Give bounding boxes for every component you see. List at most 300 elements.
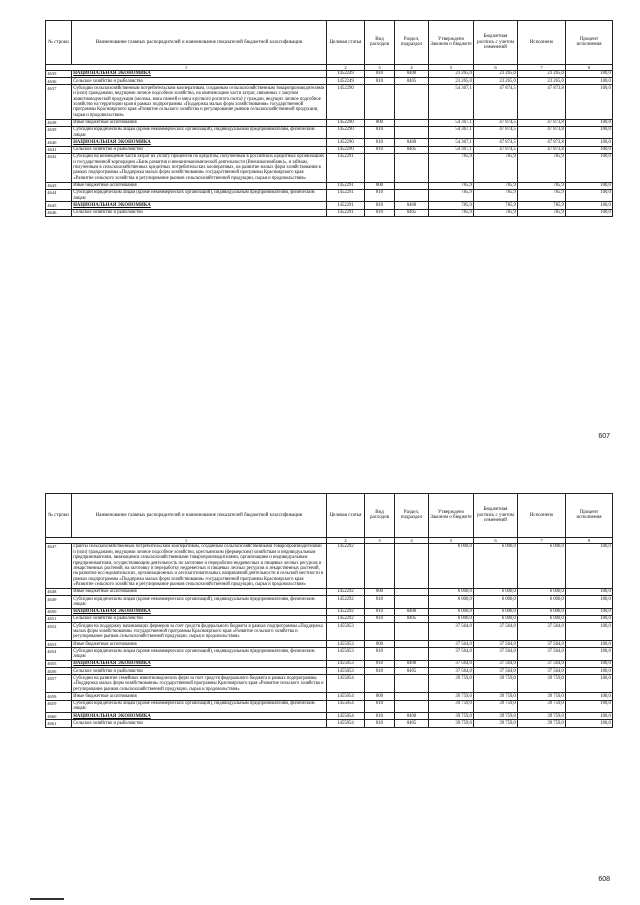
budget-list-cell: 47 874,5 bbox=[474, 139, 518, 146]
section-cell: 0400 bbox=[395, 139, 429, 146]
executed-cell: 39 759,0 bbox=[518, 700, 566, 713]
percent-cell: 100,0 bbox=[566, 616, 613, 623]
executed-cell: 39 759,0 bbox=[518, 720, 566, 727]
table-row bbox=[46, 182, 613, 189]
target-article-cell: 1452292 bbox=[327, 616, 365, 623]
expense-type-cell: 800 bbox=[365, 119, 395, 126]
approved-cell: 54 367,1 bbox=[429, 119, 474, 126]
expense-type-cell: 810 bbox=[365, 648, 395, 661]
section-cell: 0400 bbox=[395, 661, 429, 668]
approved-cell: 6 000,0 bbox=[429, 596, 474, 609]
column-number: 7 bbox=[518, 537, 566, 543]
row-number-cell: 4657 bbox=[46, 675, 72, 693]
budget-list-cell: 37 564,0 bbox=[474, 661, 518, 668]
approved-cell: 39 759,0 bbox=[429, 700, 474, 713]
target-article-cell: 1455053 bbox=[327, 668, 365, 675]
table-row bbox=[46, 209, 613, 216]
executed-cell: 47 873,8 bbox=[518, 119, 566, 126]
row-name-cell: Гранты сельскохозяйственным потребительским кооперативам, созданным сельскохозяйственными товаропроизводителями и (или) гражданами, ведущими личное подсобное хозяйство, крестьянским (фермерским) хозяйствам и индивидуальным предпринимателям, являющимся сельскохозяйственными товаропроизводителями, организациям и индивидуальным предпринимателям, осуществляющим деятельность по заготовке и переработке недревесных и пищевых лесных ресурсов и лекарственных растений, на заготовку и переработку недревесных и пищевых лесных ресурсов и лекарственных растений, на развитие исследовательских, организационных и лесозаготовительных направлений деятельности в сельской местности в рамках подпрограммы «Поддержка малых форм хозяйствования» государственной программы Красноярского края «Развитие сельского хозяйства и регулирование рынков сельскохозяйственной продукции, сырья и продовольствия» bbox=[72, 544, 327, 589]
row-number-cell: 4659 bbox=[46, 700, 72, 713]
target-article-cell: 1452292 bbox=[327, 596, 365, 609]
table-row bbox=[46, 608, 613, 615]
row-name-cell: Субсидии на поддержку начинающих фермеров за счет средств федерального бюджета в рамках подпрограммы «Поддержка малых форм хозяйствования» государственной программы Красноярского края «Развитие сельского хозяйства и регулирование рынков сельскохозяйственной продукции, сырья и продовольствия» bbox=[72, 623, 327, 641]
row-number-cell: 4643 bbox=[46, 182, 72, 189]
target-article-cell: 1452291 bbox=[327, 153, 365, 182]
budget-list-cell: 785,9 bbox=[474, 202, 518, 209]
row-number-cell: 4647 bbox=[46, 544, 72, 589]
row-number-cell: 4661 bbox=[46, 720, 72, 727]
header-name: Наименование главных распорядителей и наименование показателей бюджетной классификации bbox=[72, 21, 327, 65]
percent-cell: 100,0 bbox=[566, 661, 613, 668]
row-number-cell: 4655 bbox=[46, 661, 72, 668]
budget-list-cell: 23 265,0 bbox=[474, 71, 518, 78]
percent-cell: 100,0 bbox=[566, 71, 613, 78]
section-cell: 0405 bbox=[395, 616, 429, 623]
percent-cell: 100,0 bbox=[566, 700, 613, 713]
executed-cell: 23 265,0 bbox=[518, 78, 566, 85]
budget-list-cell: 47 874,5 bbox=[474, 146, 518, 153]
executed-cell: 23 265,0 bbox=[518, 71, 566, 78]
header-target-article: Целевая статья bbox=[327, 21, 365, 65]
row-name-cell: НАЦИОНАЛЬНАЯ ЭКОНОМИКА bbox=[72, 713, 327, 720]
budget-list-cell: 39 759,0 bbox=[474, 693, 518, 700]
percent-cell: 100,0 bbox=[566, 119, 613, 126]
approved-cell: 37 564,0 bbox=[429, 648, 474, 661]
target-article-cell: 1452249 bbox=[327, 71, 365, 78]
expense-type-cell: 810 bbox=[365, 713, 395, 720]
table-row bbox=[46, 202, 613, 209]
row-name-cell: НАЦИОНАЛЬНАЯ ЭКОНОМИКА bbox=[72, 202, 327, 209]
percent-cell: 100,0 bbox=[566, 596, 613, 609]
percent-cell: 100,0 bbox=[566, 720, 613, 727]
budget-list-cell: 39 759,0 bbox=[474, 713, 518, 720]
budget-list-cell: 39 759,0 bbox=[474, 700, 518, 713]
row-name-cell: Субсидии юридическим лицам (кроме некоммерческих организаций), индивидуальным предпринимателям, физическим лицам bbox=[72, 700, 327, 713]
percent-cell: 100,0 bbox=[566, 209, 613, 216]
section-cell bbox=[395, 693, 429, 700]
percent-cell: 100,0 bbox=[566, 202, 613, 209]
target-article-cell: 1455054 bbox=[327, 720, 365, 727]
target-article-cell: 1455053 bbox=[327, 641, 365, 648]
table-row bbox=[46, 641, 613, 648]
target-article-cell: 1452290 bbox=[327, 146, 365, 153]
approved-cell: 54 367,1 bbox=[429, 85, 474, 119]
expense-type-cell: 810 bbox=[365, 78, 395, 85]
header-name: Наименование главных распорядителей и наименование показателей бюджетной классификации bbox=[72, 494, 327, 538]
target-article-cell: 1455053 bbox=[327, 661, 365, 668]
target-article-cell: 1452290 bbox=[327, 119, 365, 126]
target-article-cell: 1452291 bbox=[327, 189, 365, 202]
row-number-cell: 4648 bbox=[46, 589, 72, 596]
section-cell: 0400 bbox=[395, 71, 429, 78]
header-executed: Исполнено bbox=[518, 494, 566, 538]
budget-list-cell: 785,9 bbox=[474, 189, 518, 202]
table-row bbox=[46, 700, 613, 713]
expense-type-cell: 810 bbox=[365, 700, 395, 713]
section-cell: 0400 bbox=[395, 713, 429, 720]
section-cell bbox=[395, 153, 429, 182]
target-article-cell: 1452291 bbox=[327, 209, 365, 216]
row-name-cell: Иные бюджетные ассигнования bbox=[72, 119, 327, 126]
executed-cell: 39 759,0 bbox=[518, 713, 566, 720]
target-article-cell: 1452290 bbox=[327, 139, 365, 146]
expense-type-cell: 800 bbox=[365, 641, 395, 648]
target-article-cell: 1455054 bbox=[327, 693, 365, 700]
row-number-cell: 4640 bbox=[46, 139, 72, 146]
approved-cell: 785,9 bbox=[429, 189, 474, 202]
budget-list-cell: 37 564,0 bbox=[474, 623, 518, 641]
row-number-cell: 4641 bbox=[46, 146, 72, 153]
section-cell bbox=[395, 623, 429, 641]
page-number: 607 bbox=[598, 433, 610, 440]
target-article-cell: 1452291 bbox=[327, 202, 365, 209]
section-cell bbox=[395, 648, 429, 661]
approved-cell: 54 367,1 bbox=[429, 126, 474, 139]
expense-type-cell bbox=[365, 623, 395, 641]
executed-cell: 47 873,8 bbox=[518, 139, 566, 146]
approved-cell: 6 000,0 bbox=[429, 608, 474, 615]
expense-type-cell: 810 bbox=[365, 608, 395, 615]
executed-cell: 785,9 bbox=[518, 189, 566, 202]
budget-table-page-607 bbox=[45, 20, 612, 217]
page-number: 608 bbox=[598, 876, 610, 883]
approved-cell: 6 000,0 bbox=[429, 589, 474, 596]
row-number-cell: 4656 bbox=[46, 668, 72, 675]
row-number-cell: 4638 bbox=[46, 119, 72, 126]
executed-cell: 39 759,0 bbox=[518, 675, 566, 693]
row-name-cell: НАЦИОНАЛЬНАЯ ЭКОНОМИКА bbox=[72, 71, 327, 78]
target-article-cell: 1452292 bbox=[327, 544, 365, 589]
percent-cell: 100,0 bbox=[566, 78, 613, 85]
target-article-cell: 1455053 bbox=[327, 648, 365, 661]
approved-cell: 54 367,1 bbox=[429, 146, 474, 153]
row-number-cell: 4642 bbox=[46, 153, 72, 182]
executed-cell: 37 564,0 bbox=[518, 668, 566, 675]
approved-cell: 39 759,0 bbox=[429, 713, 474, 720]
section-cell bbox=[395, 641, 429, 648]
approved-cell: 785,9 bbox=[429, 182, 474, 189]
budget-list-cell: 785,9 bbox=[474, 153, 518, 182]
row-name-cell: Иные бюджетные ассигнования bbox=[72, 641, 327, 648]
row-name-cell: Субсидии на развитие семейных животноводческих ферм за счет средств федерального бюджета в рамках подпрограммы «Поддержка малых форм хозяйствования» государственной программы Красноярского края «Развитие сельского хозяйства и регулирование рынков сельскохозяйственной продукции, сырья и продовольствия» bbox=[72, 675, 327, 693]
expense-type-cell: 800 bbox=[365, 693, 395, 700]
table-row bbox=[46, 146, 613, 153]
budget-list-cell: 6 000,0 bbox=[474, 616, 518, 623]
table-row bbox=[46, 720, 613, 727]
executed-cell: 785,9 bbox=[518, 202, 566, 209]
table-row bbox=[46, 623, 613, 641]
section-cell bbox=[395, 119, 429, 126]
budget-table bbox=[45, 493, 613, 728]
approved-cell: 54 367,1 bbox=[429, 139, 474, 146]
approved-cell: 23 265,0 bbox=[429, 71, 474, 78]
section-cell bbox=[395, 85, 429, 119]
executed-cell: 37 564,0 bbox=[518, 623, 566, 641]
row-number-cell: 4653 bbox=[46, 641, 72, 648]
percent-cell: 100,0 bbox=[566, 126, 613, 139]
budget-list-cell: 47 874,5 bbox=[474, 119, 518, 126]
column-number: 5 bbox=[429, 64, 474, 70]
row-number-cell: 4650 bbox=[46, 608, 72, 615]
section-cell bbox=[395, 189, 429, 202]
row-number-cell: 4645 bbox=[46, 202, 72, 209]
percent-cell: 100,0 bbox=[566, 189, 613, 202]
table-row bbox=[46, 661, 613, 668]
budget-table bbox=[45, 20, 613, 217]
table-row bbox=[46, 544, 613, 589]
executed-cell: 785,9 bbox=[518, 209, 566, 216]
row-name-cell: Субсидии юридическим лицам (кроме некоммерческих организаций), индивидуальным предпринимателям, физическим лицам bbox=[72, 189, 327, 202]
percent-cell: 100,0 bbox=[566, 675, 613, 693]
budget-list-cell: 6 000,0 bbox=[474, 589, 518, 596]
column-number: 8 bbox=[566, 537, 613, 543]
percent-cell: 100,0 bbox=[566, 623, 613, 641]
executed-cell: 37 564,0 bbox=[518, 648, 566, 661]
row-name-cell: Субсидии юридическим лицам (кроме некоммерческих организаций), индивидуальным предпринимателям, физическим лицам bbox=[72, 596, 327, 609]
executed-cell: 39 759,0 bbox=[518, 693, 566, 700]
table-row bbox=[46, 648, 613, 661]
header-percent: Процент исполнения bbox=[566, 494, 613, 538]
approved-cell: 23 265,0 bbox=[429, 78, 474, 85]
approved-cell: 6 000,0 bbox=[429, 544, 474, 589]
expense-type-cell: 810 bbox=[365, 661, 395, 668]
section-cell: 0405 bbox=[395, 720, 429, 727]
row-name-cell: Иные бюджетные ассигнования bbox=[72, 693, 327, 700]
approved-cell: 39 759,0 bbox=[429, 675, 474, 693]
column-number: 2 bbox=[327, 64, 365, 70]
budget-list-cell: 39 759,0 bbox=[474, 720, 518, 727]
section-cell bbox=[395, 675, 429, 693]
section-cell: 0405 bbox=[395, 209, 429, 216]
table-row bbox=[46, 589, 613, 596]
expense-type-cell: 810 bbox=[365, 596, 395, 609]
budget-list-cell: 785,9 bbox=[474, 182, 518, 189]
row-number-cell: 4660 bbox=[46, 713, 72, 720]
table-row bbox=[46, 78, 613, 85]
section-cell: 0405 bbox=[395, 78, 429, 85]
approved-cell: 37 564,0 bbox=[429, 623, 474, 641]
budget-list-cell: 39 759,0 bbox=[474, 675, 518, 693]
budget-list-cell: 47 874,5 bbox=[474, 126, 518, 139]
target-article-cell: 1455053 bbox=[327, 623, 365, 641]
row-number-cell: 4644 bbox=[46, 189, 72, 202]
row-number-cell: 4658 bbox=[46, 693, 72, 700]
percent-cell: 100,0 bbox=[566, 668, 613, 675]
budget-list-cell: 785,9 bbox=[474, 209, 518, 216]
header-section: Раздел, подраздел bbox=[395, 494, 429, 538]
table-row bbox=[46, 189, 613, 202]
executed-cell: 37 564,0 bbox=[518, 661, 566, 668]
expense-type-cell: 810 bbox=[365, 209, 395, 216]
row-name-cell: Субсидии юридическим лицам (кроме некоммерческих организаций), индивидуальным предпринимателям, физическим лицам bbox=[72, 648, 327, 661]
table-row bbox=[46, 139, 613, 146]
approved-cell: 37 564,0 bbox=[429, 661, 474, 668]
row-name-cell: Субсидии юридическим лицам (кроме некоммерческих организаций), индивидуальным предпринимателям, физическим лицам bbox=[72, 126, 327, 139]
budget-list-cell: 6 000,0 bbox=[474, 596, 518, 609]
row-name-cell: Сельское хозяйство и рыболовство bbox=[72, 616, 327, 623]
executed-cell: 6 000,0 bbox=[518, 589, 566, 596]
column-number: 8 bbox=[566, 64, 613, 70]
header-row-number: № строки bbox=[46, 21, 72, 65]
expense-type-cell: 810 bbox=[365, 189, 395, 202]
executed-cell: 47 873,8 bbox=[518, 85, 566, 119]
row-number-cell: 4654 bbox=[46, 648, 72, 661]
target-article-cell: 1452291 bbox=[327, 182, 365, 189]
expense-type-cell: 810 bbox=[365, 126, 395, 139]
budget-table-page-608 bbox=[45, 493, 612, 728]
expense-type-cell bbox=[365, 544, 395, 589]
budget-list-cell: 37 564,0 bbox=[474, 641, 518, 648]
expense-type-cell: 810 bbox=[365, 668, 395, 675]
executed-cell: 37 564,0 bbox=[518, 641, 566, 648]
section-cell bbox=[395, 596, 429, 609]
approved-cell: 39 759,0 bbox=[429, 693, 474, 700]
row-number-cell: 4646 bbox=[46, 209, 72, 216]
executed-cell: 785,9 bbox=[518, 182, 566, 189]
column-number: 7 bbox=[518, 64, 566, 70]
table-row bbox=[46, 693, 613, 700]
executed-cell: 785,9 bbox=[518, 153, 566, 182]
target-article-cell: 1455054 bbox=[327, 713, 365, 720]
table-body bbox=[46, 71, 613, 217]
expense-type-cell: 800 bbox=[365, 182, 395, 189]
header-executed: Исполнено bbox=[518, 21, 566, 65]
approved-cell: 6 000,0 bbox=[429, 616, 474, 623]
column-number: 3 bbox=[365, 537, 395, 543]
target-article-cell: 1452290 bbox=[327, 126, 365, 139]
row-number-cell: 4639 bbox=[46, 126, 72, 139]
percent-cell: 100,0 bbox=[566, 139, 613, 146]
expense-type-cell bbox=[365, 675, 395, 693]
column-number: 5 bbox=[429, 537, 474, 543]
row-name-cell: Субсидии сельскохозяйственным потребительским кооперативам, созданным сельскохозяйственным товаропроизводителями и (или) гражданами, ведущими личное подсобное хозяйство, на компенсацию части затрат, связанных с закупом животноводческой продукции (молока, мяса свиней и мяса крупного рогатого скота) у граждан, ведущих личное подсобное хозяйство на территории края в рамках подпрограммы «Поддержка малых форм хозяйствования» государственной программы Красноярского края «Развитие сельского хозяйства и регулирование рынков сельскохозяйственной продукции, сырья и продовольствия» bbox=[72, 85, 327, 119]
approved-cell: 785,9 bbox=[429, 202, 474, 209]
section-cell bbox=[395, 182, 429, 189]
expense-type-cell: 810 bbox=[365, 720, 395, 727]
column-number: 4 bbox=[395, 64, 429, 70]
header-budget-list: Бюджетная роспись с учетом изменений bbox=[474, 21, 518, 65]
expense-type-cell: 810 bbox=[365, 139, 395, 146]
target-article-cell: 1452249 bbox=[327, 78, 365, 85]
table-row bbox=[46, 713, 613, 720]
row-name-cell: Сельское хозяйство и рыболовство bbox=[72, 146, 327, 153]
expense-type-cell: 800 bbox=[365, 589, 395, 596]
table-row bbox=[46, 119, 613, 126]
expense-type-cell: 810 bbox=[365, 71, 395, 78]
column-number: 1 bbox=[46, 537, 327, 543]
row-name-cell: НАЦИОНАЛЬНАЯ ЭКОНОМИКА bbox=[72, 661, 327, 668]
budget-list-cell: 37 564,0 bbox=[474, 648, 518, 661]
percent-cell: 100,0 bbox=[566, 153, 613, 182]
section-cell bbox=[395, 589, 429, 596]
row-name-cell: НАЦИОНАЛЬНАЯ ЭКОНОМИКА bbox=[72, 139, 327, 146]
percent-cell: 100,0 bbox=[566, 648, 613, 661]
table-row bbox=[46, 85, 613, 119]
row-name-cell: Иные бюджетные ассигнования bbox=[72, 182, 327, 189]
approved-cell: 785,9 bbox=[429, 209, 474, 216]
expense-type-cell: 810 bbox=[365, 146, 395, 153]
row-number-cell: 4635 bbox=[46, 71, 72, 78]
percent-cell: 100,0 bbox=[566, 641, 613, 648]
section-cell bbox=[395, 544, 429, 589]
row-number-cell: 4637 bbox=[46, 85, 72, 119]
header-budget-list: Бюджетная роспись с учетом изменений bbox=[474, 494, 518, 538]
percent-cell: 100,0 bbox=[566, 146, 613, 153]
column-number: 1 bbox=[46, 64, 327, 70]
target-article-cell: 1452292 bbox=[327, 589, 365, 596]
table-row bbox=[46, 71, 613, 78]
section-cell bbox=[395, 126, 429, 139]
section-cell bbox=[395, 700, 429, 713]
row-name-cell: НАЦИОНАЛЬНАЯ ЭКОНОМИКА bbox=[72, 608, 327, 615]
executed-cell: 6 000,0 bbox=[518, 596, 566, 609]
target-article-cell: 1455054 bbox=[327, 700, 365, 713]
approved-cell: 37 564,0 bbox=[429, 668, 474, 675]
budget-list-cell: 37 564,0 bbox=[474, 668, 518, 675]
section-cell: 0400 bbox=[395, 608, 429, 615]
header-row bbox=[46, 21, 613, 65]
header-expense-type: Вид расходов bbox=[365, 494, 395, 538]
row-name-cell: Сельское хозяйство и рыболовство bbox=[72, 209, 327, 216]
approved-cell: 785,9 bbox=[429, 153, 474, 182]
percent-cell: 100,0 bbox=[566, 608, 613, 615]
expense-type-cell: 810 bbox=[365, 202, 395, 209]
table-row bbox=[46, 596, 613, 609]
approved-cell: 37 564,0 bbox=[429, 641, 474, 648]
header-row-number: № строки bbox=[46, 494, 72, 538]
approved-cell: 39 759,0 bbox=[429, 720, 474, 727]
budget-list-cell: 6 000,0 bbox=[474, 608, 518, 615]
column-number: 6 bbox=[474, 537, 518, 543]
header-row bbox=[46, 494, 613, 538]
executed-cell: 6 000,0 bbox=[518, 616, 566, 623]
row-number-cell: 4649 bbox=[46, 596, 72, 609]
row-number-cell: 4651 bbox=[46, 616, 72, 623]
header-expense-type: Вид расходов bbox=[365, 21, 395, 65]
expense-type-cell bbox=[365, 153, 395, 182]
table-body bbox=[46, 544, 613, 728]
expense-type-cell: 810 bbox=[365, 616, 395, 623]
row-name-cell: Сельское хозяйство и рыболовство bbox=[72, 668, 327, 675]
budget-list-cell: 6 000,0 bbox=[474, 544, 518, 589]
header-section: Раздел, подраздел bbox=[395, 21, 429, 65]
column-number: 3 bbox=[365, 64, 395, 70]
header-approved: Утверждено Законом о бюджете bbox=[429, 494, 474, 538]
header-percent: Процент исполнения bbox=[566, 21, 613, 65]
row-number-cell: 4652 bbox=[46, 623, 72, 641]
column-number: 2 bbox=[327, 537, 365, 543]
executed-cell: 6 000,0 bbox=[518, 544, 566, 589]
table-row bbox=[46, 153, 613, 182]
percent-cell: 100,0 bbox=[566, 589, 613, 596]
percent-cell: 100,0 bbox=[566, 693, 613, 700]
section-cell: 0400 bbox=[395, 202, 429, 209]
target-article-cell: 1452290 bbox=[327, 85, 365, 119]
section-cell: 0405 bbox=[395, 146, 429, 153]
row-name-cell: Иные бюджетные ассигнования bbox=[72, 589, 327, 596]
percent-cell: 100,0 bbox=[566, 544, 613, 589]
percent-cell: 100,0 bbox=[566, 182, 613, 189]
table-row bbox=[46, 668, 613, 675]
column-number: 6 bbox=[474, 64, 518, 70]
percent-cell: 100,0 bbox=[566, 713, 613, 720]
table-row bbox=[46, 616, 613, 623]
executed-cell: 47 873,8 bbox=[518, 126, 566, 139]
row-number-cell: 4636 bbox=[46, 78, 72, 85]
expense-type-cell bbox=[365, 85, 395, 119]
target-article-cell: 1452292 bbox=[327, 608, 365, 615]
budget-list-cell: 47 874,5 bbox=[474, 85, 518, 119]
